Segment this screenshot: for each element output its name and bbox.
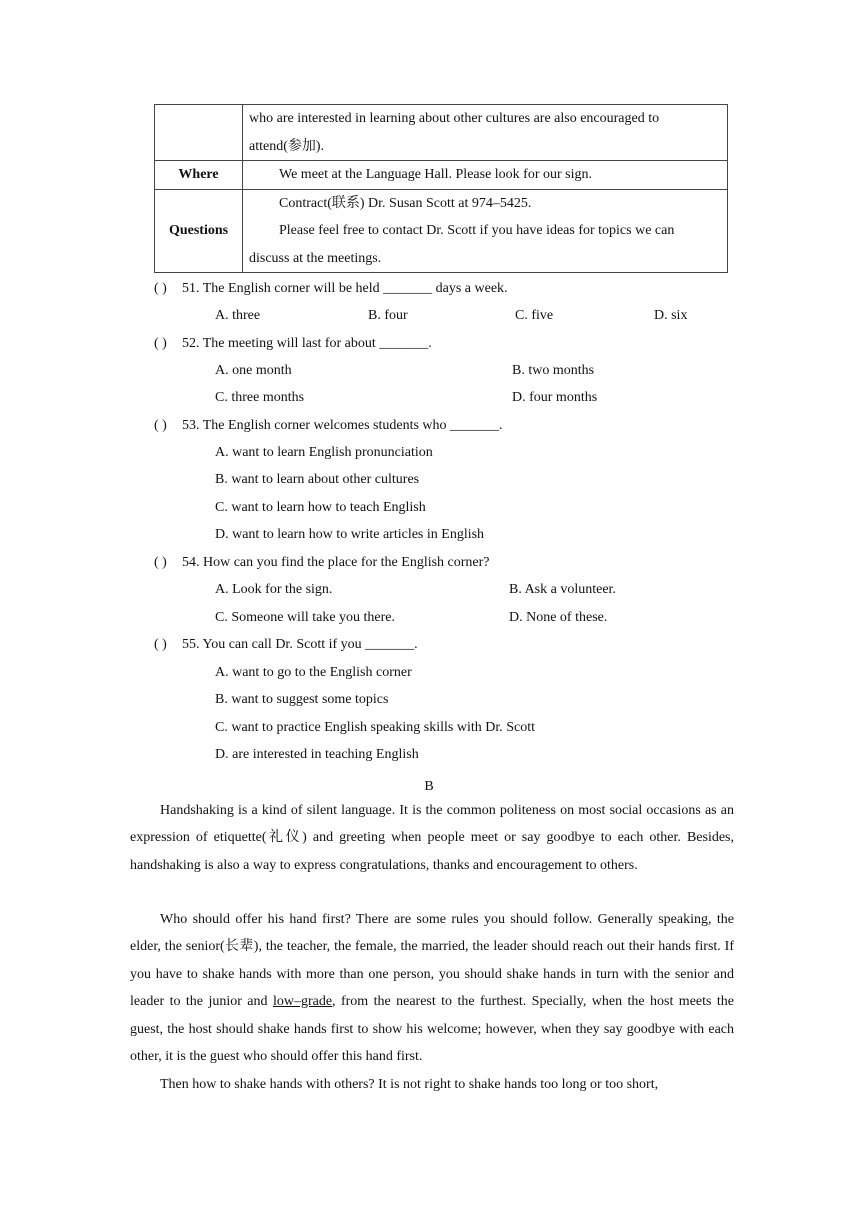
- cell-text-line: discuss at the meetings.: [249, 250, 382, 266]
- option-b: B. want to learn about other cultures: [215, 472, 420, 487]
- cell-text-line: Contract(联系) Dr. Susan Scott at 974–5425.: [279, 195, 532, 211]
- question-54: [154, 549, 490, 576]
- option-c: C. five: [515, 308, 554, 323]
- option-b: B. two months: [512, 363, 595, 378]
- option-c: C. want to practice English speaking skills with Dr. Scott: [215, 720, 536, 735]
- table-label-where: Where: [155, 161, 243, 190]
- paragraph-3: Then how to shake hands with others? It is not right to shake hands too long or too short,: [160, 1077, 659, 1092]
- table-label-questions: Questions: [155, 189, 243, 273]
- paragraph-text: , from the nearest to the furthest. Specially, when the host meets the guest, the host should shake hands first to show his welcome; however, when they say goodbye with each other, it is the guest who should offer this hand first.: [130, 994, 734, 1065]
- answer-bracket[interactable]: ( ): [154, 418, 167, 433]
- answer-bracket[interactable]: ( ): [154, 336, 167, 351]
- question-53: [154, 412, 503, 439]
- underlined-term: low–grade: [272, 994, 333, 1010]
- question-stem: 55. You can call Dr. Scott if you _______.: [182, 637, 418, 652]
- table-cell-questions: [243, 189, 728, 273]
- table-row: [155, 161, 728, 190]
- question-55: [154, 631, 418, 658]
- option-a: A. three: [215, 308, 261, 323]
- table-cell-continuation: [243, 105, 728, 161]
- table-label-empty: [155, 105, 243, 161]
- table-row: [155, 105, 728, 161]
- question-stem: 51. The English corner will be held _______ days a week.: [182, 281, 508, 296]
- option-b: B. want to suggest some topics: [215, 692, 389, 707]
- cell-text-line: who are interested in learning about other cultures are also encouraged to: [249, 111, 660, 126]
- question-51: [154, 275, 508, 302]
- option-c: C. Someone will take you there.: [215, 610, 396, 625]
- question-stem: 53. The English corner welcomes students who _______.: [182, 418, 503, 433]
- option-a: A. one month: [215, 363, 292, 378]
- option-b: B. four: [368, 308, 408, 323]
- option-d: D. six: [654, 308, 688, 323]
- option-c: C. want to learn how to teach English: [215, 500, 426, 515]
- option-c: C. three months: [215, 390, 305, 405]
- option-d: D. None of these.: [509, 610, 608, 625]
- cell-text-line: Please feel free to contact Dr. Scott if you have ideas for topics we can: [279, 223, 675, 238]
- question-52: [154, 330, 432, 357]
- option-d: D. are interested in teaching English: [215, 747, 419, 762]
- answer-bracket[interactable]: ( ): [154, 281, 167, 296]
- option-a: A. want to learn English pronunciation: [215, 445, 433, 460]
- option-a: A. Look for the sign.: [215, 582, 333, 597]
- option-d: D. four months: [512, 390, 598, 405]
- table-row: [155, 189, 728, 273]
- paragraph-text: Who should offer his hand first? There are some rules you should follow. Generally speaking, the elder, the senior(长辈), the teacher, the female, the married, the leader should reach out their hands first. If you have to shake hands with more than one person, you should shake hands in turn with the senior and leader to the junior and: [130, 912, 734, 1010]
- table-cell-where: We meet at the Language Hall. Please look for our sign.: [243, 161, 728, 190]
- option-d: D. want to learn how to write articles in English: [215, 527, 485, 542]
- section-title: B: [424, 779, 434, 794]
- answer-bracket[interactable]: ( ): [154, 637, 167, 652]
- option-a: A. want to go to the English corner: [215, 665, 412, 680]
- option-b: B. Ask a volunteer.: [509, 582, 616, 597]
- answer-bracket[interactable]: ( ): [154, 555, 167, 570]
- paragraph-2: [130, 906, 734, 1070]
- question-stem: 54. How can you find the place for the English corner?: [182, 555, 490, 570]
- info-table: [154, 104, 728, 273]
- paragraph-1: Handshaking is a kind of silent language. It is the common politeness on most social occasions as an expression of etiquette(礼仪) and greeting when people meet or say goodbye to each other. Besides, handshaking is also a way to express congratulations, thanks and encouragement to others.: [130, 803, 734, 873]
- question-stem: 52. The meeting will last for about _______.: [182, 336, 432, 351]
- cell-text-line: attend(参加).: [249, 138, 325, 154]
